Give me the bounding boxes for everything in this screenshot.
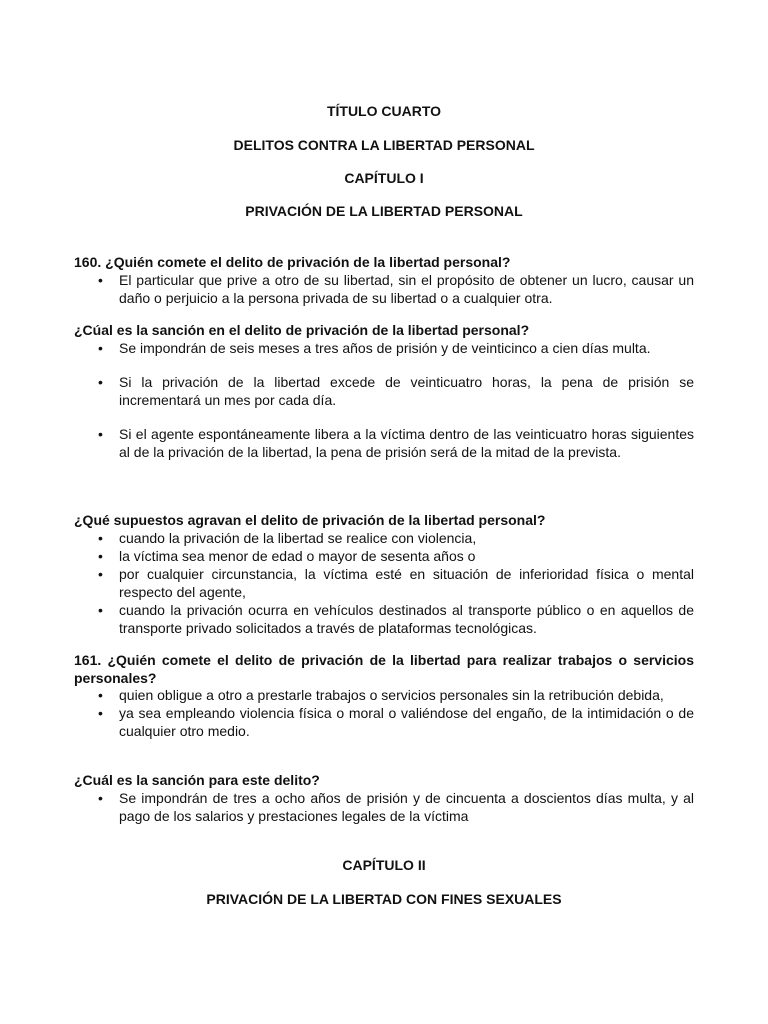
bullet-list-161 bbox=[74, 686, 694, 740]
list-item: • cuando la privación de la libertad se realice con violencia, bbox=[74, 529, 694, 547]
question-agravantes: ¿Qué supuestos agravan el delito de privación de la libertad personal? bbox=[74, 512, 546, 528]
list-item: • Si la privación de la libertad excede de veinticuatro horas, la pena de prisión se incrementará un mes por cada día. bbox=[74, 373, 694, 409]
list-item: • Si el agente espontáneamente libera a la víctima dentro de las veinticuatro horas siguientes al de la privación de la libertad, la pena de prisión será de la mitad de la prevista. bbox=[74, 425, 694, 461]
bullet-list-sancion-161 bbox=[74, 789, 694, 825]
bullet-list-agravantes bbox=[74, 529, 694, 637]
question-161: 161. ¿Quién comete el delito de privación de la libertad para realizar trabajos o servicios personales? bbox=[74, 652, 694, 686]
bullet-list-sancion-160 bbox=[74, 339, 694, 461]
list-item: • Se impondrán de tres a ocho años de prisión y de cincuenta a doscientos días multa, y al pago de los salarios y prestaciones legales de la víctima bbox=[74, 789, 694, 825]
title-name-heading: DELITOS CONTRA LA LIBERTAD PERSONAL bbox=[233, 137, 535, 153]
chapter-1-name-heading: PRIVACIÓN DE LA LIBERTAD PERSONAL bbox=[245, 203, 523, 219]
list-item: • El particular que prive a otro de su libertad, sin el propósito de obtener un lucro, causar un daño o perjuicio a la persona privada de su libertad o a cualquier otra. bbox=[74, 271, 694, 307]
list-item: • por cualquier circunstancia, la víctima esté en situación de inferioridad física o mental respecto del agente, bbox=[74, 565, 694, 601]
bullet-list-160 bbox=[74, 271, 694, 307]
question-sancion-160: ¿Cúal es la sanción en el delito de privación de la libertad personal? bbox=[74, 322, 530, 338]
chapter-2-heading: CAPÍTULO II bbox=[342, 857, 426, 873]
title-heading: TÍTULO CUARTO bbox=[326, 103, 442, 119]
question-160: 160. ¿Quién comete el delito de privación de la libertad personal? bbox=[74, 254, 511, 270]
chapter-2-name-heading: PRIVACIÓN DE LA LIBERTAD CON FINES SEXUALES bbox=[206, 891, 562, 907]
list-item: • Se impondrán de seis meses a tres años de prisión y de veinticinco a cien días multa. bbox=[74, 339, 694, 357]
list-item: • cuando la privación ocurra en vehículos destinados al transporte público o en aquellos de transporte privado solicitados a través de plataformas tecnológicas. bbox=[74, 601, 694, 637]
list-item: • la víctima sea menor de edad o mayor de sesenta años o bbox=[74, 547, 694, 565]
list-item: • ya sea empleando violencia física o moral o valiéndose del engaño, de la intimidación o de cualquier otro medio. bbox=[74, 704, 694, 740]
question-sancion-161: ¿Cuál es la sanción para este delito? bbox=[74, 772, 320, 788]
chapter-1-heading: CAPÍTULO I bbox=[344, 170, 424, 186]
list-item: • quien obligue a otro a prestarle trabajos o servicios personales sin la retribución debida, bbox=[74, 686, 694, 704]
